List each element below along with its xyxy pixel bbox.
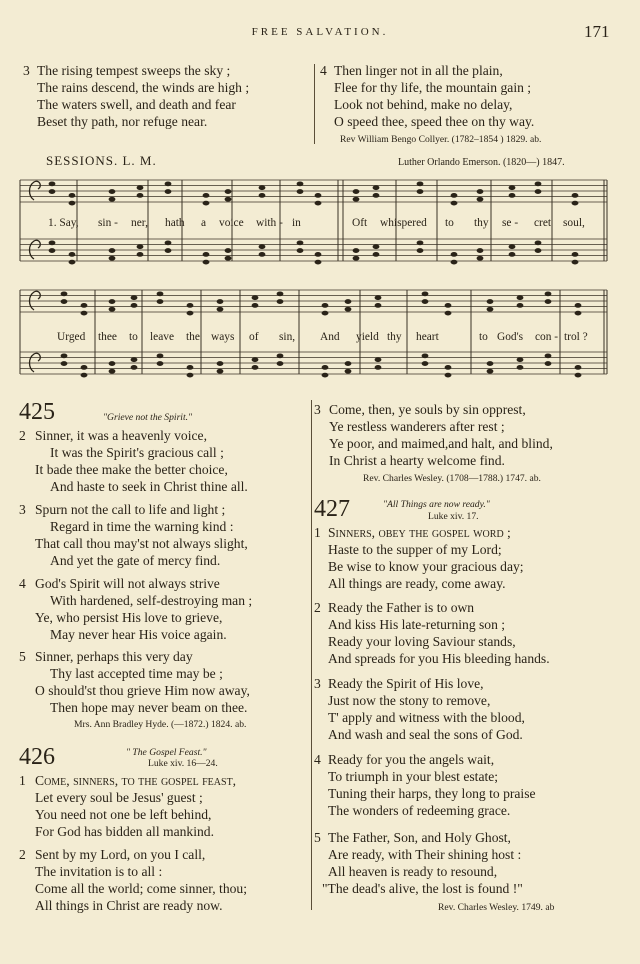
- notehead: [61, 353, 68, 358]
- notehead: [259, 193, 266, 198]
- notehead: [165, 189, 172, 194]
- verse-line: Then linger not in all the plain,: [334, 63, 503, 78]
- verse-line: Ye, who persist His love to grieve,: [35, 610, 223, 625]
- notehead: [417, 248, 424, 253]
- notehead: [572, 193, 579, 198]
- notehead: [109, 361, 116, 366]
- lyric-syllable: of: [249, 331, 259, 343]
- verse-number: 4: [314, 752, 321, 767]
- notehead: [535, 240, 542, 245]
- author-credit: Rev William Bengo Collyer. (1782–1854 ) 1829. ab.: [340, 134, 542, 145]
- column-divider: [311, 400, 312, 910]
- hymn-number: 426: [19, 744, 55, 770]
- notehead: [345, 369, 352, 374]
- notehead: [277, 361, 284, 366]
- lyric-syllable: leave: [150, 331, 175, 343]
- lyric-syllable: God's: [497, 331, 524, 343]
- lyric-syllable: with -: [256, 217, 283, 229]
- lyric-syllable: voice: [219, 217, 244, 229]
- lyric-syllable: trol ?: [564, 331, 588, 343]
- verse-line: For God has bidden all mankind.: [35, 824, 214, 839]
- verse-line: Look not behind, make no delay,: [334, 97, 513, 112]
- notehead: [109, 299, 116, 304]
- notehead: [509, 244, 516, 249]
- notehead: [322, 365, 329, 370]
- running-header: FREE SALVATION.: [251, 26, 389, 38]
- notehead: [109, 197, 116, 202]
- verse-line: Just now the stony to remove,: [328, 693, 491, 708]
- notehead: [322, 311, 329, 316]
- verse-number: 2: [19, 847, 26, 862]
- notehead: [445, 303, 452, 308]
- verse-line: Come all the world; come sinner, thou;: [35, 881, 248, 896]
- notehead: [217, 299, 224, 304]
- verse-number: 5: [314, 830, 321, 845]
- notehead: [315, 193, 322, 198]
- notehead: [109, 369, 116, 374]
- verse-number: 3: [19, 502, 26, 517]
- notehead: [277, 299, 284, 304]
- clef-icon: [30, 181, 41, 372]
- verse-line: Sinner, perhaps this very day: [35, 649, 193, 664]
- notehead: [322, 373, 329, 378]
- notehead: [165, 248, 172, 253]
- verse-number: 5: [19, 649, 26, 664]
- notehead: [509, 252, 516, 257]
- notehead: [49, 189, 56, 194]
- notehead: [297, 189, 304, 194]
- notehead: [109, 307, 116, 312]
- verse-number: 2: [19, 428, 26, 443]
- notehead: [49, 248, 56, 253]
- notehead: [203, 260, 210, 265]
- verse-line: And kiss His late-returning son ;: [328, 617, 506, 632]
- notehead: [49, 181, 56, 186]
- notehead: [277, 291, 284, 296]
- notehead: [422, 291, 429, 296]
- notehead: [187, 303, 194, 308]
- notehead: [297, 248, 304, 253]
- notehead: [535, 181, 542, 186]
- verse-line: O should'st thou grieve Him now away,: [35, 683, 250, 698]
- notehead: [157, 353, 164, 358]
- notehead: [187, 365, 194, 370]
- staff-lines: [20, 180, 607, 374]
- notehead: [131, 295, 138, 300]
- notehead: [575, 311, 582, 316]
- verse-number: 1: [19, 773, 26, 788]
- notehead: [203, 201, 210, 206]
- verse-line: And wash and seal the sons of God.: [328, 727, 523, 742]
- lyric-syllable: con -: [535, 331, 559, 343]
- notehead: [373, 185, 380, 190]
- verse-number: 2: [314, 600, 321, 615]
- hymn-subtitle: " The Gospel Feast.": [126, 747, 207, 758]
- notehead: [61, 291, 68, 296]
- hymn-number: 427: [314, 496, 350, 522]
- notehead: [417, 189, 424, 194]
- notehead: [345, 299, 352, 304]
- notehead: [137, 185, 144, 190]
- notehead: [109, 256, 116, 261]
- verse-line: And yet the gate of mercy find.: [50, 553, 221, 568]
- verse-number: 3: [23, 63, 30, 78]
- verse-line: Ye restless wanderers after rest ;: [329, 419, 505, 434]
- notehead: [252, 365, 259, 370]
- verse-line: Sent by my Lord, on you I call,: [35, 847, 206, 862]
- notehead: [187, 373, 194, 378]
- notehead: [575, 303, 582, 308]
- verse-number: 1: [314, 525, 321, 540]
- verse-line: Spurn not the call to life and light ;: [35, 502, 226, 517]
- verse-line: Flee for thy life, the mountain gain ;: [334, 80, 532, 95]
- notehead: [451, 252, 458, 257]
- notehead: [353, 189, 360, 194]
- lyric-syllable: ways: [211, 331, 235, 343]
- notehead: [572, 260, 579, 265]
- tune-title: SESSIONS. L. M.: [46, 153, 157, 168]
- notehead: [375, 295, 382, 300]
- lyric-syllable: And: [320, 331, 340, 343]
- notehead: [345, 307, 352, 312]
- notehead: [137, 193, 144, 198]
- notehead: [353, 248, 360, 253]
- verse-line: In Christ a hearty welcome find.: [329, 453, 505, 468]
- lyric-syllable: yield: [356, 331, 379, 343]
- lyric-syllable: whispered: [380, 217, 427, 229]
- verse-line: Regard in time the warning kind :: [50, 519, 234, 534]
- author-credit: Mrs. Ann Bradley Hyde. (—1872.) 1824. ab.: [74, 719, 247, 730]
- verse-line: The rains descend, the winds are high ;: [37, 80, 250, 95]
- notehead: [572, 252, 579, 257]
- verse-line: All heaven is ready to resound,: [328, 864, 498, 879]
- notehead: [315, 260, 322, 265]
- notehead: [353, 197, 360, 202]
- notehead: [297, 240, 304, 245]
- verse-line: Let every soul be Jesus' guest ;: [35, 790, 203, 805]
- notehead: [575, 373, 582, 378]
- notehead: [477, 256, 484, 261]
- author-credit: Rev. Charles Wesley. (1708—1788.) 1747. ab.: [363, 473, 541, 484]
- notehead: [451, 201, 458, 206]
- notehead: [217, 369, 224, 374]
- notehead: [445, 365, 452, 370]
- verse-line: And spreads for you His bleeding hands.: [328, 651, 550, 666]
- notehead: [353, 256, 360, 261]
- lyric-syllable: to: [129, 331, 138, 343]
- notehead: [375, 357, 382, 362]
- notehead: [373, 252, 380, 257]
- notehead: [165, 240, 172, 245]
- notehead: [61, 299, 68, 304]
- verse-line: You need not one be left behind,: [35, 807, 212, 822]
- notehead: [69, 260, 76, 265]
- verse-line: "The dead's alive, the lost is found !": [322, 881, 523, 896]
- notehead: [69, 201, 76, 206]
- notehead: [81, 373, 88, 378]
- notehead: [81, 303, 88, 308]
- notehead: [422, 299, 429, 304]
- lyric-syllable: to: [445, 217, 454, 229]
- notehead: [517, 295, 524, 300]
- lyric-syllable: 1. Say,: [48, 217, 79, 229]
- lyric-syllable: in: [292, 217, 301, 229]
- notehead: [535, 248, 542, 253]
- notehead: [137, 252, 144, 257]
- notehead: [422, 361, 429, 366]
- notehead: [477, 197, 484, 202]
- lyric-syllable: hath: [165, 217, 185, 229]
- notehead: [109, 189, 116, 194]
- lyric-syllable: thy: [387, 331, 402, 343]
- notehead: [315, 252, 322, 257]
- notehead: [545, 361, 552, 366]
- notehead: [277, 353, 284, 358]
- notehead: [131, 365, 138, 370]
- hymn-number: 425: [19, 399, 55, 425]
- notehead: [109, 248, 116, 253]
- verse-line: To triumph in your blest estate;: [328, 769, 499, 784]
- notehead: [545, 291, 552, 296]
- notehead: [252, 357, 259, 362]
- notehead: [487, 307, 494, 312]
- notehead: [259, 185, 266, 190]
- lyric-syllable: to: [479, 331, 488, 343]
- verse-line: Ready the Spirit of His love,: [328, 676, 484, 691]
- verse-line: Sinners, obey the gospel word ;: [328, 525, 511, 540]
- verse-line: The waters swell, and death and fear: [37, 97, 236, 112]
- notehead: [81, 311, 88, 316]
- notehead: [477, 189, 484, 194]
- lyric-syllable: the: [186, 331, 200, 343]
- verse-line: Come, sinners, to the gospel feast,: [35, 773, 237, 788]
- notehead: [509, 193, 516, 198]
- notehead: [509, 185, 516, 190]
- verse-line: Then hope may never beam on thee.: [50, 700, 248, 715]
- notehead: [252, 295, 259, 300]
- notehead: [575, 365, 582, 370]
- verse-number: 3: [314, 676, 321, 691]
- page-number: 171: [584, 22, 610, 41]
- lyric-syllable: sin,: [279, 331, 296, 343]
- verse-line: That call thou may'st not always slight,: [35, 536, 248, 551]
- notehead: [259, 244, 266, 249]
- lyric-syllable: Oft: [352, 217, 368, 229]
- notehead: [69, 193, 76, 198]
- hymn-subtitle: "Grieve not the Spirit.": [103, 412, 193, 423]
- author-credit: Rev. Charles Wesley. 1749. ab: [438, 902, 555, 913]
- verse-line: May never hear His voice again.: [50, 627, 227, 642]
- notehead: [297, 181, 304, 186]
- verse-number: 3: [314, 402, 321, 417]
- verse-line: Be wise to know your gracious day;: [328, 559, 524, 574]
- verse-line: Ready for you the angels wait,: [328, 752, 495, 767]
- notehead: [345, 361, 352, 366]
- notehead: [517, 365, 524, 370]
- verse-line: God's Spirit will not always strive: [35, 576, 220, 591]
- verse-line: Ready your loving Saviour stands,: [328, 634, 516, 649]
- notehead: [259, 252, 266, 257]
- verse-line: Beset thy path, nor refuge near.: [37, 114, 208, 129]
- notehead: [417, 240, 424, 245]
- notehead: [131, 357, 138, 362]
- notehead: [252, 303, 259, 308]
- notehead: [487, 369, 494, 374]
- composer-credit: Luther Orlando Emerson. (1820—) 1847.: [398, 157, 565, 168]
- notehead: [572, 201, 579, 206]
- notehead: [373, 244, 380, 249]
- notehead: [225, 197, 232, 202]
- notehead: [477, 248, 484, 253]
- verse-line: The rising tempest sweeps the sky ;: [37, 63, 231, 78]
- verse-line: All things are ready, come away.: [328, 576, 506, 591]
- verse-line: Come, then, ye souls by sin opprest,: [329, 402, 526, 417]
- verse-line: Sinner, it was a heavenly voice,: [35, 428, 207, 443]
- notehead: [137, 244, 144, 249]
- verse-line: Tuning their harps, they long to praise: [328, 786, 536, 801]
- verse-line: Ye poor, and maimed,and halt, and blind,: [329, 436, 553, 451]
- notehead: [445, 373, 452, 378]
- verse-line: Are ready, with Their shining host :: [328, 847, 522, 862]
- notehead: [315, 201, 322, 206]
- notehead: [375, 303, 382, 308]
- notehead: [445, 311, 452, 316]
- notehead: [322, 303, 329, 308]
- lyric-syllable: heart: [416, 331, 439, 343]
- notehead: [217, 307, 224, 312]
- lyric-syllable: se -: [502, 217, 519, 229]
- notehead: [487, 361, 494, 366]
- verse-line: The Father, Son, and Holy Ghost,: [328, 830, 511, 845]
- notehead: [157, 299, 164, 304]
- verse-line: The invitation is to all :: [35, 864, 163, 879]
- scripture-reference: Luke xiv. 16—24.: [148, 758, 218, 769]
- notehead: [545, 353, 552, 358]
- verse-line: It was the Spirit's gracious call ;: [50, 445, 224, 460]
- notehead: [422, 353, 429, 358]
- notehead: [81, 365, 88, 370]
- notehead: [157, 291, 164, 296]
- notehead: [131, 303, 138, 308]
- notehead: [187, 311, 194, 316]
- hymn-subtitle: "All Things are now ready.": [383, 499, 490, 510]
- lyric-syllable: ner,: [131, 217, 148, 229]
- verse-line: T' apply and witness with the blood,: [328, 710, 525, 725]
- notehead: [225, 256, 232, 261]
- notehead: [451, 193, 458, 198]
- verse-line: All things in Christ are ready now.: [35, 898, 223, 913]
- notehead: [545, 299, 552, 304]
- notehead: [225, 189, 232, 194]
- notehead: [517, 357, 524, 362]
- verse-line: It bade thee make the better choice,: [35, 462, 228, 477]
- notehead: [165, 181, 172, 186]
- notehead: [451, 260, 458, 265]
- lyric-syllable: cret: [534, 217, 552, 229]
- verse-number: 4: [320, 63, 327, 78]
- verse-line: Haste to the supper of my Lord;: [328, 542, 502, 557]
- notehead: [61, 361, 68, 366]
- verse-line: With hardened, self-destroying man ;: [50, 593, 253, 608]
- noteheads: [49, 181, 582, 377]
- notehead: [487, 299, 494, 304]
- notehead: [203, 193, 210, 198]
- verse-line: Ready the Father is to own: [328, 600, 475, 615]
- lyric-syllable: soul,: [563, 217, 585, 229]
- lyric-syllable: Urged: [57, 331, 86, 343]
- notehead: [373, 193, 380, 198]
- barlines: [20, 180, 607, 374]
- verse-number: 4: [19, 576, 26, 591]
- verse-line: The wonders of redeeming grace.: [328, 803, 511, 818]
- notehead: [225, 248, 232, 253]
- scripture-reference: Luke xiv. 17.: [428, 511, 479, 522]
- verse-line: And haste to seek in Christ thine all.: [50, 479, 248, 494]
- notehead: [535, 189, 542, 194]
- verse-line: Thy last accepted time may be ;: [50, 666, 223, 681]
- verse-line: O speed thee, speed thee on thy way.: [334, 114, 535, 129]
- notehead: [49, 240, 56, 245]
- notehead: [69, 252, 76, 257]
- notehead: [217, 361, 224, 366]
- lyric-syllable: thy: [474, 217, 489, 229]
- notehead: [203, 252, 210, 257]
- lyric-syllable: sin -: [98, 217, 118, 229]
- notehead: [375, 365, 382, 370]
- notehead: [157, 361, 164, 366]
- notehead: [517, 303, 524, 308]
- lyric-syllable: a: [201, 217, 207, 229]
- notehead: [417, 181, 424, 186]
- lyric-syllable: thee: [98, 331, 117, 343]
